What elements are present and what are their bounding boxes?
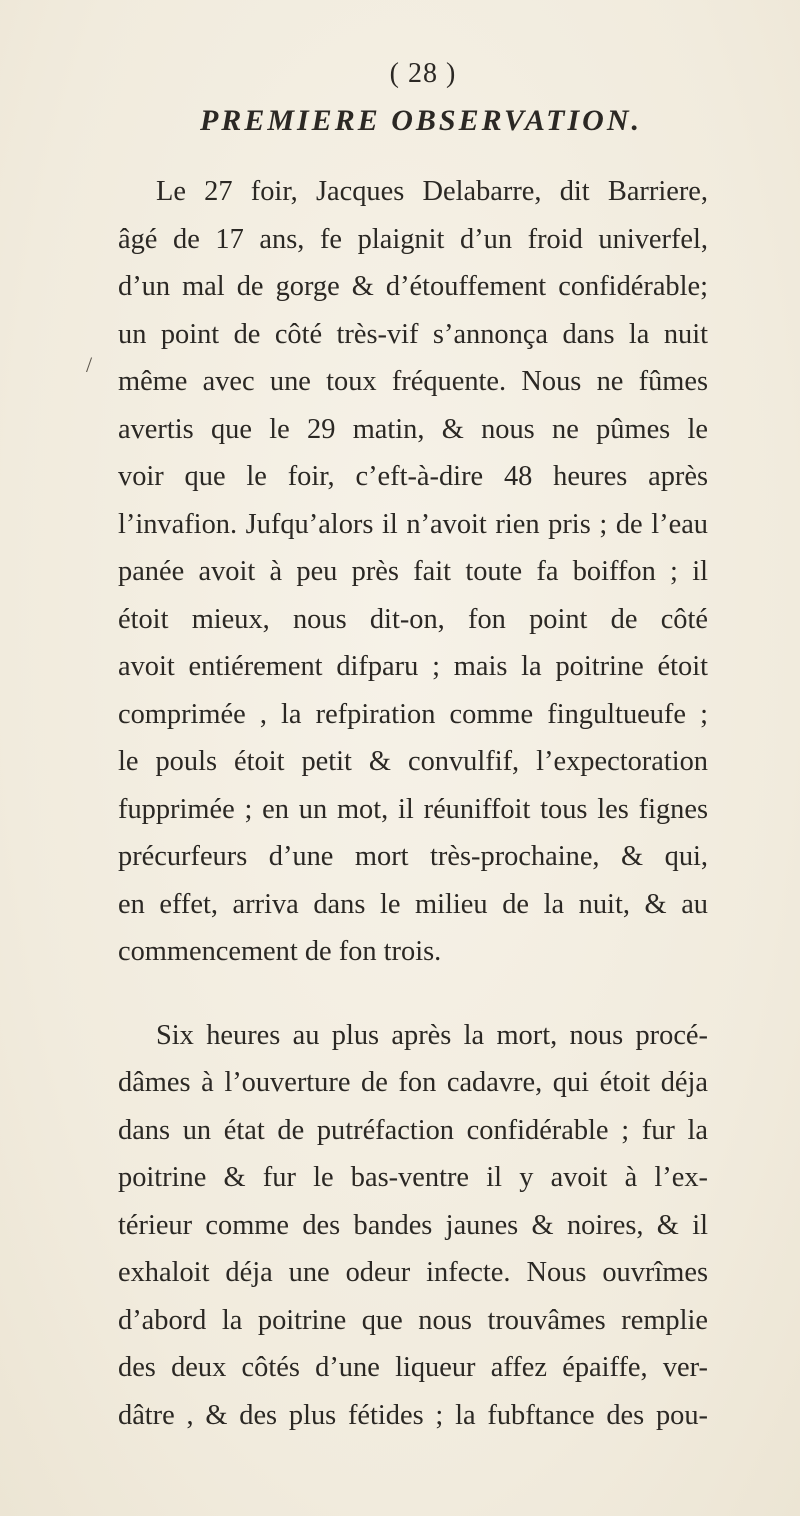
- text-line: térieur comme des bandes jaunes & noires, & il: [118, 1209, 708, 1241]
- text-line: exhaloit déja une odeur infecte. Nous ouvrîmes: [118, 1257, 708, 1288]
- text-line: d’abord la poitrine que nous trouvâmes remplie: [118, 1304, 708, 1336]
- text-line: Le 27 foir, Jacques Delabarre, dit Barriere,: [156, 176, 708, 207]
- section-title: PREMIERE OBSERVATION.: [199, 104, 643, 137]
- margin-mark: /: [86, 352, 93, 377]
- text-line: dâmes à l’ouverture de fon cadavre, qui étoit déja: [118, 1067, 708, 1098]
- text-line: précurfeurs d’une mort très-prochaine, & qui,: [118, 841, 708, 872]
- page-number: ( 28 ): [389, 58, 457, 89]
- text-line: l’invafion. Jufqu’alors il n’avoit rien pris ; de l’eau: [118, 508, 708, 540]
- text-line: des deux côtés d’une liqueur affez épaiffe, ver-: [118, 1352, 708, 1383]
- text-line: comprimée , la refpiration comme fingultueufe ;: [118, 698, 708, 730]
- text-line: poitrine & fur le bas-ventre il y avoit à l’ex-: [118, 1162, 708, 1193]
- text-line: le pouls étoit petit & convulfif, l’expectoration: [118, 746, 708, 777]
- text-line: dâtre , & des plus fétides ; la fubftance des pou-: [118, 1399, 708, 1431]
- paragraph-2: [118, 1012, 708, 1440]
- text-line: dans un état de putréfaction confidérable ; fur la: [118, 1114, 708, 1146]
- text-line: un point de côté très-vif s’annonça dans la nuit: [118, 318, 708, 350]
- text-line: fupprimée ; en un mot, il réuniffoit tous les fignes: [118, 793, 708, 825]
- text-line: même avec une toux fréquente. Nous ne fûmes: [118, 366, 708, 397]
- text-line: étoit mieux, nous dit-on, fon point de côté: [118, 603, 708, 635]
- text-line: commencement de fon trois.: [118, 936, 442, 967]
- text-line: d’un mal de gorge & d’étouffement confidérable;: [118, 271, 708, 302]
- text-line: avoit entiérement difparu ; mais la poitrine étoit: [118, 651, 708, 682]
- text-line: voir que le foir, c’eft-à-dire 48 heures après: [118, 461, 708, 492]
- paragraph-1: [118, 168, 708, 976]
- text-line: panée avoit à peu près fait toute fa boiffon ; il: [118, 556, 708, 587]
- text-line: âgé de 17 ans, fe plaignit d’un froid univerfel,: [118, 223, 708, 255]
- text-line: avertis que le 29 matin, & nous ne pûmes le: [118, 413, 708, 445]
- text-line: Six heures au plus après la mort, nous procé-: [156, 1019, 708, 1051]
- text-line: en effet, arriva dans le milieu de la nuit, & au: [118, 888, 708, 920]
